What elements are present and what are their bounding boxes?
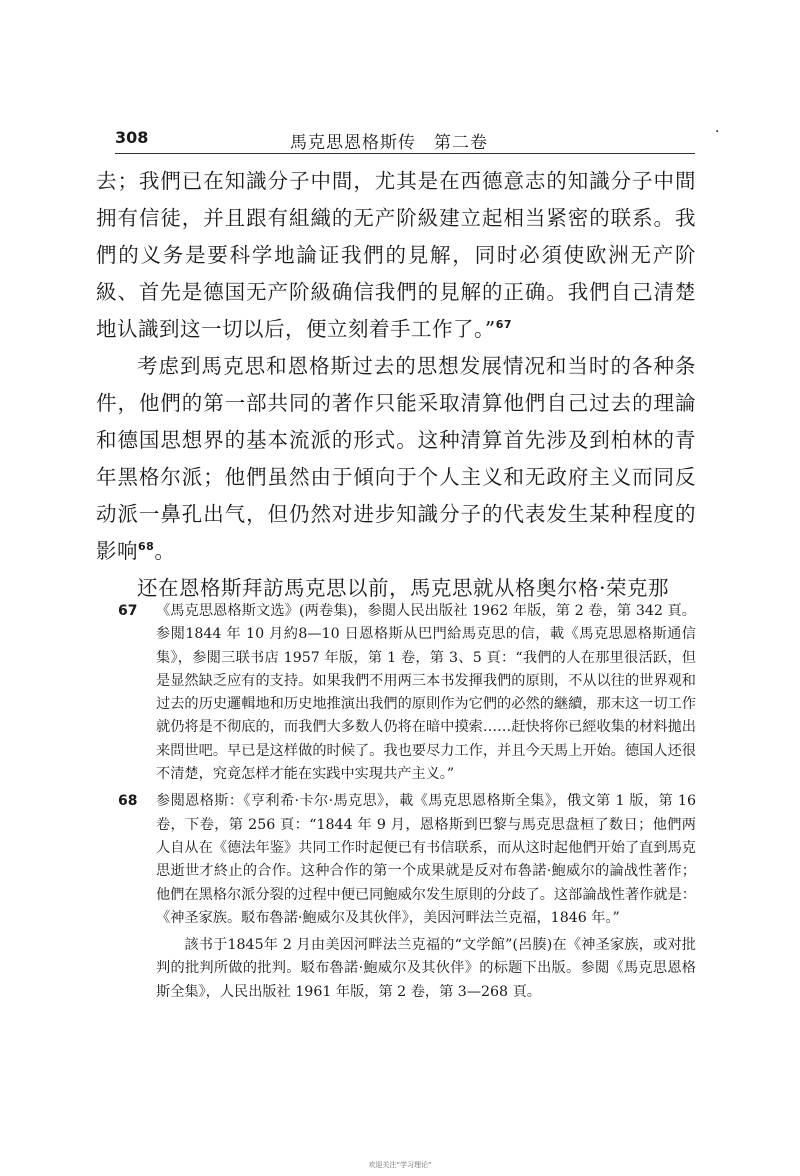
paragraph-2: 考虑到馬克思和恩格斯过去的思想发展情况和当时的各种条件，他們的第一部共同的著作只能采取清算他們自己过去的理論和德国思想界的基本流派的形式。这种清算首先涉及到柏林的青年黑格尔派；他們虽然由于傾向于个人主义和无政府主义而同反动派一鼻孔出气，但仍然对进步知識分子的代表发生某种程度的影响$^{68}$。 [96,354,696,563]
footnote-ref-67[interactable]: 67 [495,318,513,332]
footnote-ref-68[interactable]: 68 [138,540,155,554]
paragraph-3: 还在恩格斯拜訪馬克思以前，馬克思就从格奥尔格·荣克那 [137,576,670,600]
footnote-text: 《馬克思恩格斯文选》(两卷集)，参閲人民出版社 1962 年版，第 2 卷，第 342 頁。参閲1844 年 10 月約8—10 日恩格斯从巴門給馬克思的信，載《馬克思恩格斯通信集》，参閲三联书店 1957 年版，第 1 卷，第 3、5 頁：“我們的人在那里很活跃，但是显然缺乏应有的支持。如果我們不用两三本书发揮我們的原則，不从以往的世界观和过去的历史邏輯地和历史地推演出我們的原則作为它們的必然的継續，那末这一切工作就仍将是不彻底的，而我們大多数人仍将在暗中摸索……赶快将你已經收集的材料拋出来問世吧。早已是这样做的时候了。我也要尽力工作，并且今天馬上开始。德国人还很不清楚，究竟怎样才能在实践中实現共产主义。” [156,603,696,783]
running-title: 馬克思恩格斯传 第二卷 [290,133,488,153]
footnote-68-continuation: 該书于1845年 2 月由美因河畔法兰克福的“文学館”(呂腠)在《神圣家族，或对批判的批判所做的批判。駁布魯諾·鮑威尔及其伙伴》的标题下出版。参閲《馬克思恩格斯全集》，人民出版社 1961 年版，第 2 卷，第 3—268 頁。 [156,937,696,1000]
footnotes [118,600,696,1004]
header-dot: · [715,124,720,140]
header-rule [115,153,695,154]
footnote-text: 参閲恩格斯：《亨利希·卡尔·馬克思》，載《馬克思恩格斯全集》，俄文第 1 版，第 16 卷，下卷，第 256 頁：“1844 年 9 月，恩格斯到巴黎与馬克思盘桓了数日；他們两人自从在《德法年鉴》共同工作时起便已有书信联系，而从这时起他們开始了直到馬克思逝世才終止的合作。这种合作的第一个成果就是反对布魯諾·鮑威尔的論战性著作；他們在黑格尔派分裂的过程中便已同鮑威尔发生原則的分歧了。这部論战性著作就是：《神圣家族。駁布魯諾·鮑威尔及其伙伴》，美因河畔法兰克福，1846 年。” [156,793,696,926]
watermark-text: 欢迎关注“学习理论” [368,1161,432,1169]
page-number: 308 [115,128,149,147]
paragraph-1: 去；我們已在知識分子中間，尤其是在西德意志的知識分子中間拥有信徒，并且跟有組織的无产阶級建立起相当紧密的联系。我們的义务是要科学地論证我們的見解，同时必須使欧洲无产阶級、首先是德国无产阶級确信我們的見解的正确。我們自己清楚地认識到这一切以后，便立刻着手工作了。”$^{67}$ [96,169,696,341]
footnote-67 [118,600,696,786]
main-text [96,163,696,607]
footnote-number: 68 [118,793,138,810]
footnote-number: 67 [118,603,138,619]
running-header [115,124,720,154]
footnote-68 [118,790,696,930]
